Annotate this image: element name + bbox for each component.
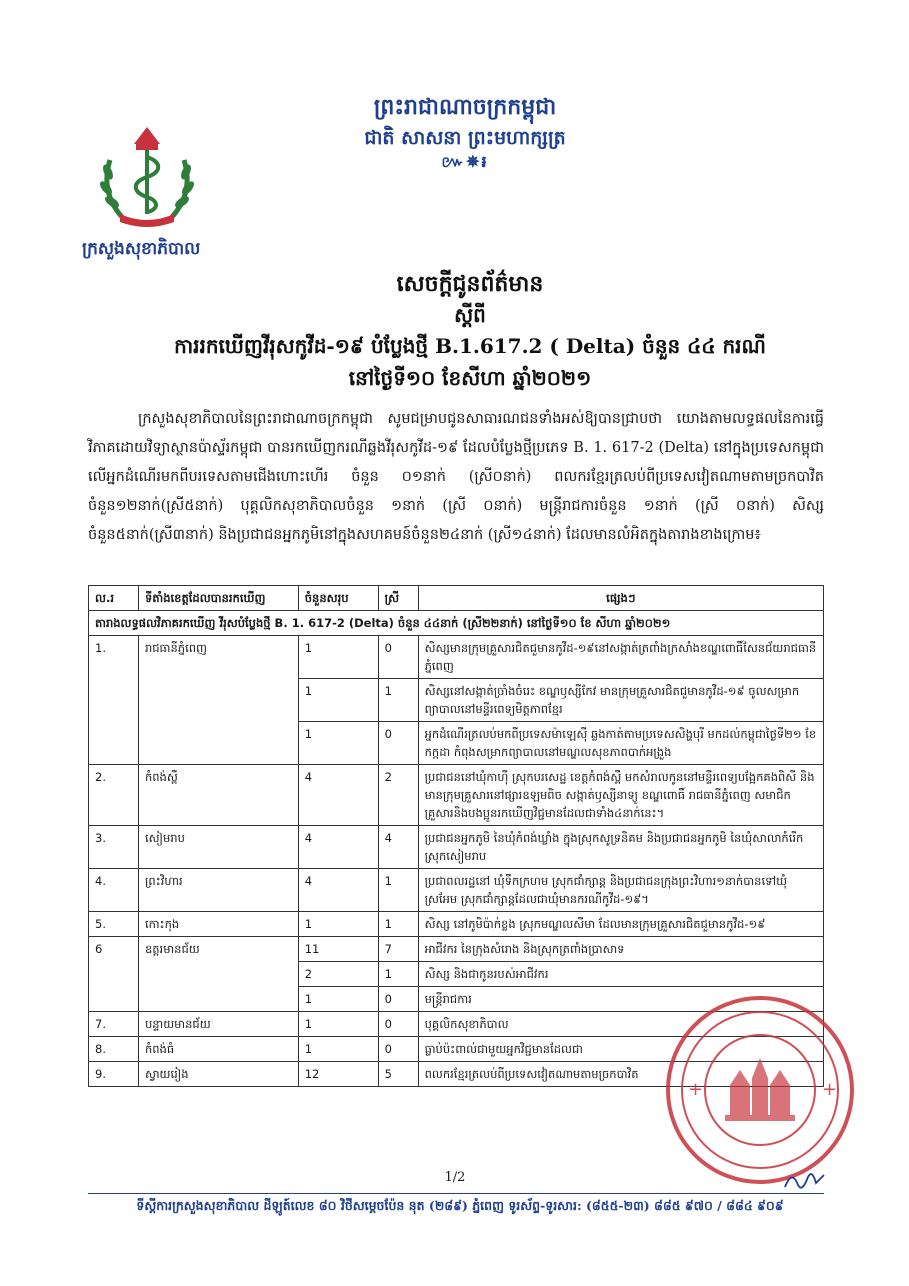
cell-total: 1 xyxy=(298,987,378,1012)
footer-divider xyxy=(88,1193,824,1194)
cell-no: 4. xyxy=(89,869,139,912)
table-row xyxy=(89,765,824,826)
cell-total: 1 xyxy=(298,1037,378,1062)
cell-no: 5. xyxy=(89,912,139,937)
title-block xyxy=(120,268,820,394)
ornament-icon: ៚✵៛ xyxy=(441,152,489,171)
cell-total: 2 xyxy=(298,962,378,987)
ministry-logo-icon xyxy=(92,122,202,232)
cell-total: 1 xyxy=(298,912,378,937)
official-stamp-icon xyxy=(660,990,860,1190)
cell-note: សិស្ស នៅភូមិប៉ាក់ខ្លង ស្រុកមណ្ឌលសីមា ដែលមានក្រុមគ្រួសារជិតជួមានកូវីដ-១៩ xyxy=(418,912,823,937)
body-paragraph: ក្រសួងសុខាភិបាលនៃព្រះរាជាណាចក្រកម្ពុជា សូមជម្រាបជូនសាធារណជនទាំងអស់ឱ្យបានជ្រាបថា យោងតាមលទ្ធផលនៃការធ្វើវិភាគដោយវិទ្យាស្ថានប៉ាស្ទ័រកម្ពុជា បានរកឃើញករណីឆ្លងវីរុសកូវីដ-១៩ ដែលបំប្លែងថ្មីប្រភេទ B. 1. 617-2 (Delta) នៅក្នុងប្រទេសកម្ពុជា លើអ្នកដំណើរមកពីបរទេសតាមជើងហោះហើរ ចំនួន ០១នាក់ (ស្រី០នាក់) ពលករខ្មែរត្រលប់ពីប្រទេសវៀតណាមតាមច្រកបាវិតចំនួន១២នាក់(ស្រី៥នាក់) បុគ្គលិកសុខាភិបាលចំនួន ១នាក់ (ស្រី ០នាក់) មន្ត្រីរាជការចំនួន ១នាក់ (ស្រី ០នាក់) សិស្សចំនួន៥នាក់(ស្រី៣នាក់) និងប្រជាជនអ្នកភូមិនៅក្នុងសហគមន៍ចំនួន២៤នាក់ (ស្រី១៤នាក់) ដែលមានលំអិតក្នុងតារាងខាងក្រោម៖ xyxy=(88,411,824,543)
cell-female: 7 xyxy=(378,937,418,962)
cell-no: 1. xyxy=(89,636,139,765)
svg-text:+: + xyxy=(688,1079,704,1100)
cell-note: ប្រជាពលរដ្ឋនៅ ឃុំទឹកក្រហម ស្រុកជាំក្សាន្ត និងប្រជាជនក្រុងព្រះវិហារ១នាក់បានទៅឃុំស្រអែម ស្រុកជាំក្សាន្តដែលជាឃុំមានករណីកូវីដ-១៩។ xyxy=(418,869,823,912)
ministry-name: ក្រសួងសុខាភិបាល xyxy=(82,239,201,259)
notice-subject-label: ស្តីពី xyxy=(454,303,486,327)
cell-note: ពលករខ្មែរត្រលប់ពីប្រទេសវៀតណាមតាមច្រកបាវិត xyxy=(418,1062,823,1087)
cell-total: 12 xyxy=(298,1062,378,1087)
cell-female: 0 xyxy=(378,636,418,679)
cell-note: ធ្លាប់ប៉ះពាល់ជាមួយអ្នកវិជ្ជមានដែលជា xyxy=(418,1037,823,1062)
notice-date: នៅថ្ងៃទី១០ ខែសីហា ឆ្នាំ២០២១ xyxy=(348,366,592,390)
cell-province: កំពង់ធំ xyxy=(138,1037,298,1062)
page-number: 1/2 xyxy=(444,1170,466,1185)
cell-female: 2 xyxy=(378,765,418,826)
footer-address: ទីស្តីការក្រសួងសុខាភិបាល ដីឡូត៍លេខ ៨០ វិថីសម្តេចប៉ែន នុត (២៨៩) ភ្នំពេញ ទូរស័ព្ទ-ទូរសារ: (៨៥៥-២៣) ៨៨៥ ៩៧០ / ៨៨៤ ៩០៩ xyxy=(136,1198,784,1213)
signature-icon xyxy=(780,1165,830,1195)
cell-female: 1 xyxy=(378,679,418,722)
header-total: ចំនួនសរុប xyxy=(298,586,378,611)
table-subheader-row xyxy=(89,611,824,636)
notice-title: សេចក្តីជូនព័ត៌មាន xyxy=(396,271,544,297)
cell-province: កំពង់ស្ពឺ xyxy=(138,765,298,826)
table-header-row xyxy=(89,586,824,611)
svg-text:+: + xyxy=(822,1079,838,1100)
table-row xyxy=(89,869,824,912)
cell-total: 1 xyxy=(298,722,378,765)
cell-female: 0 xyxy=(378,722,418,765)
header-note: ផ្សេងៗ xyxy=(418,586,823,611)
cell-no: 6 xyxy=(89,937,139,1012)
cell-no: 7. xyxy=(89,1012,139,1037)
cell-total: 4 xyxy=(298,826,378,869)
cell-female: 1 xyxy=(378,912,418,937)
cell-female: 4 xyxy=(378,826,418,869)
cell-female: 1 xyxy=(378,962,418,987)
cell-total: 4 xyxy=(298,765,378,826)
cell-province: ព្រះវិហារ xyxy=(138,869,298,912)
cell-province: សៀមរាប xyxy=(138,826,298,869)
cell-province: រាជធានីភ្នំពេញ xyxy=(138,636,298,765)
cell-province: កោះកុង xyxy=(138,912,298,937)
header-no: ល.រ xyxy=(89,586,139,611)
table-subheader: តារាងលទ្ធផលវិភាគរកឃើញ វីរុសបំប្លែងថ្មី B. 1. 617-2 (Delta) ចំនួន ៤៤នាក់ (ស្រី២២នាក់) នៅថ្ងៃទី១០ ខែ សីហា ឆ្នាំ២០២១ xyxy=(89,611,824,636)
cell-province: ស្វាយរៀង xyxy=(138,1062,298,1087)
cell-no: 3. xyxy=(89,826,139,869)
cell-female: 0 xyxy=(378,987,418,1012)
table-row xyxy=(89,912,824,937)
cell-female: 0 xyxy=(378,1037,418,1062)
kingdom-motto: ជាតិ សាសនា ព្រះមហាក្សត្រ xyxy=(364,127,566,149)
cell-note: ប្រជាជនអ្នកភូមិ នៃឃុំកំពង់ឃ្លាំង ក្នុងស្រុកសូទ្រនិគម និងប្រជាជនអ្នកភូមិ នៃឃុំសាលាកំរើក ស្រុកសៀមរាប xyxy=(418,826,823,869)
cell-note: អាជីវករ នៃក្រុងសំរោង និងស្រុកត្រពាំងប្រាសាទ xyxy=(418,937,823,962)
header-province: ទីតាំងខេត្តដែលបានរកឃើញ xyxy=(138,586,298,611)
cell-note: បុគ្គលិកសុខាភិបាល xyxy=(418,1012,823,1037)
cell-female: 5 xyxy=(378,1062,418,1087)
cell-total: 1 xyxy=(298,636,378,679)
cell-no: 2. xyxy=(89,765,139,826)
cell-note: សិស្ស និងជាកូនរបស់អាជីវករ xyxy=(418,962,823,987)
table-row xyxy=(89,937,824,962)
cell-no: 8. xyxy=(89,1037,139,1062)
cell-female: 0 xyxy=(378,1012,418,1037)
table-row xyxy=(89,826,824,869)
cell-note: សិស្សមានក្រុមគ្រួសារជិតជួមានកូវីដ-១៩នៅសង្កាត់ត្រពាំងក្រសាំងខណ្ឌពោធិ៍សែនជ័យរាជធានីភ្នំពេញ xyxy=(418,636,823,679)
kingdom-header xyxy=(300,92,630,172)
cell-total: 4 xyxy=(298,869,378,912)
cell-note: អ្នកដំណើរត្រលប់មកពីប្រទេសម៉ាឡេស៊ី ឆ្លងកាត់តាមប្រទេសសិង្ហបុរី មកដល់កម្ពុជាថ្ងៃទី២១ ខែកក្កដា កំពុងសម្រាកព្យាបាលនៅមណ្ឌលសុខភាពបាក់អង្រួង xyxy=(418,722,823,765)
kingdom-name: ព្រះរាជាណាចក្រកម្ពុជា xyxy=(373,94,557,120)
cell-province: បន្ទាយមានជ័យ xyxy=(138,1012,298,1037)
cell-note: សិស្សនៅសង្កាត់ច្រាំងចំរេះ ខណ្ឌឫស្សីកែវ មានក្រុមគ្រួសារជិតជួមានកូវីដ-១៩ ចូលសម្រាកព្យាបាលនៅមន្ទីរពេទ្យមិត្តភាពខ្មែរ xyxy=(418,679,823,722)
cell-no: 9. xyxy=(89,1062,139,1087)
cell-note: ប្រជាជននៅឃុំកាហ៊ី ស្រុកបរសេដ្ឋ ខេត្តកំពង់ស្ពឺ មកសំរាលកូននៅមន្ទីរពេទ្យបង្អែកគងពិសី និងមានក្រុមគ្រួសារនៅផ្សារឧឡមពិច សង្កាត់ឫស្សីនាទ្យូ ខណ្ឌពោធិ៍ រាជធានីភ្នំពេញ សមាជិកគ្រួសារនិងបងប្អូនរកឃើញវិជ្ជមានដែលជាទាំង៤នាក់នេះ។ xyxy=(418,765,823,826)
cell-female: 1 xyxy=(378,869,418,912)
cell-total: 11 xyxy=(298,937,378,962)
header-female: ស្រី xyxy=(378,586,418,611)
cell-province: ឧត្តរមានជ័យ xyxy=(138,937,298,1012)
table-row xyxy=(89,636,824,679)
cell-total: 1 xyxy=(298,1012,378,1037)
cell-total: 1 xyxy=(298,679,378,722)
notice-subject: ការរកឃើញវីរុសកូវីដ-១៩ បំប្លែងថ្មី B.1.617.2 ( Delta) ចំនួន ៤៤ ករណី xyxy=(174,334,766,358)
cell-note: មន្ត្រីរាជការ xyxy=(418,987,823,1012)
